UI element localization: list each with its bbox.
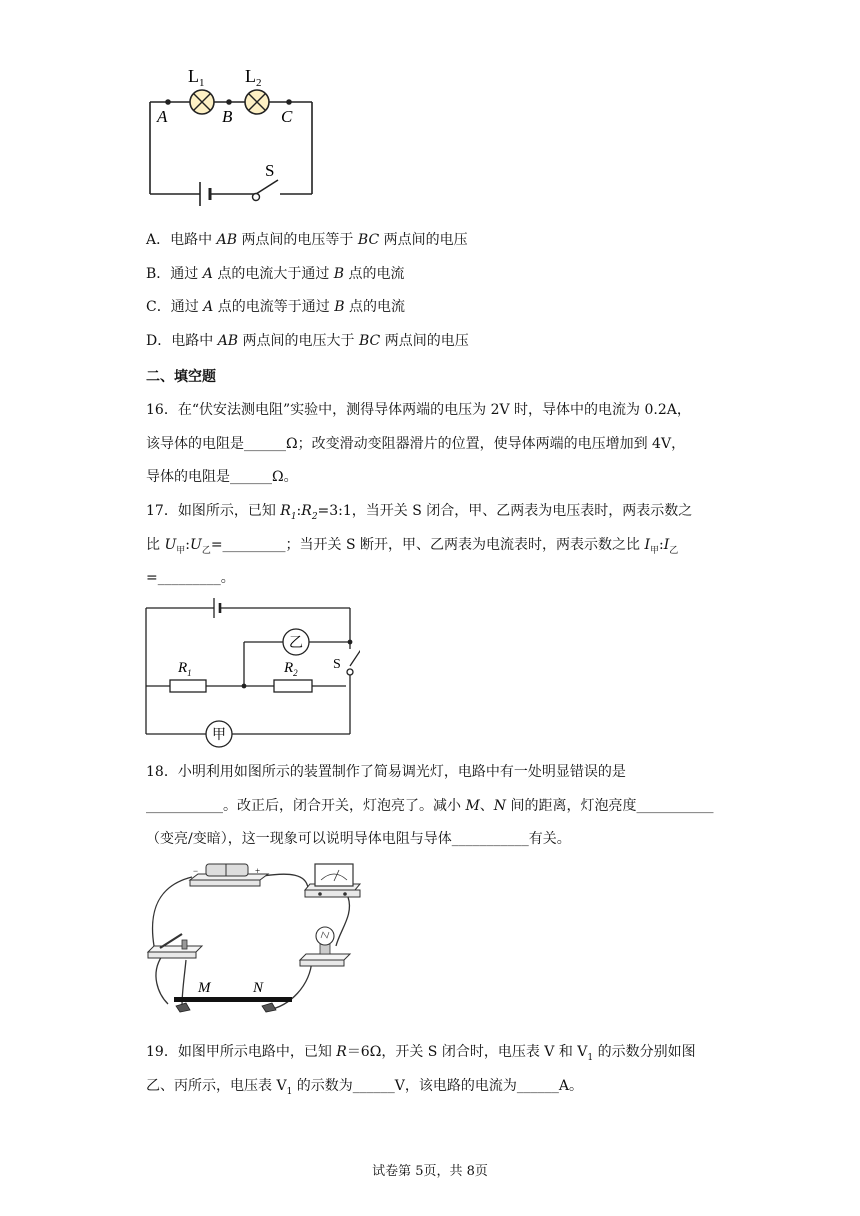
- option-d: D．电路中 AB 两点间的电压大于 BC 两点间的电压: [146, 333, 469, 349]
- battery-icon: [200, 182, 210, 206]
- label-s: S: [265, 161, 275, 180]
- meter-yi-label: 乙: [289, 636, 303, 651]
- knife-switch-icon: [148, 934, 202, 958]
- q16-line1: 16．在“伏安法测电阻”实验中，测得导体两端的电压为 2V 时，导体中的电流为 0.2A，: [146, 402, 691, 418]
- meter-circuit-figure: [140, 594, 360, 754]
- battery-holder-icon: [190, 864, 268, 886]
- q19-line2: 乙、丙所示，电压表 $V_1$ 的示数为______V，该电路的电流为______A。: [146, 1078, 583, 1097]
- q18-line3: （变亮/变暗），这一现象可以说明导体电阻与导体___________有关。: [146, 831, 571, 847]
- junction-dot: [348, 640, 353, 645]
- point-a-dot: [165, 99, 171, 105]
- clip-m-icon: [176, 1003, 190, 1012]
- svg-text:−: −: [193, 866, 199, 876]
- q17-line3: =_________。: [146, 570, 235, 586]
- q18-line2: ___________。改正后，闭合开关，灯泡亮了。减小 M、N 间的距离，灯泡亮度___________: [146, 798, 714, 814]
- switch-contact-icon: [253, 194, 260, 201]
- label-c: C: [281, 107, 293, 126]
- q17-line2: 比 $U_甲:U_乙=\_\_\_\_\_\_\_\_\_$；当开关 S 断开，甲、乙两表为电流表时，两表示数之比 $I_甲:I_乙$: [146, 537, 679, 556]
- option-c: C．通过 A 点的电流等于通过 B 点的电流: [146, 299, 405, 315]
- lamp-socket-icon: [300, 927, 350, 966]
- label-m: M: [198, 980, 211, 996]
- resistor-r2-icon: [274, 680, 312, 692]
- switch-contact-icon: [347, 669, 353, 675]
- q16-line2: 该导体的电阻是______Ω；改变滑动变阻器滑片的位置，使导体两端的电压增加到 4V，: [146, 436, 686, 452]
- label-l2: $L_2$: [245, 66, 262, 89]
- label-a: A: [157, 107, 168, 126]
- page-footer: 试卷第 5页，共 8页: [372, 1164, 488, 1179]
- q17-line1: 17．如图所示，已知 $R_1:R_2=3:1$，当开关 S 闭合，甲、乙两表为电压表时，两表示数之: [146, 503, 693, 522]
- q19-line1: 19．如图甲所示电路中，已知 R＝6Ω，开关 S 闭合时，电压表 V 和 $V_1$ 的示数分别如图: [146, 1044, 696, 1063]
- label-b: B: [222, 107, 233, 126]
- dimmer-lamp-apparatus-figure: [140, 860, 370, 1028]
- option-a: A．电路中 AB 两点间的电压等于 BC 两点间的电压: [146, 232, 468, 248]
- point-b-dot: [226, 99, 232, 105]
- lamp-l2-icon: [245, 90, 269, 114]
- junction-dot: [242, 684, 247, 689]
- q18-line1: 18．小明利用如图所示的装置制作了简易调光灯，电路中有一处明显错误的是: [146, 764, 626, 780]
- battery-icon: [214, 598, 220, 618]
- point-c-dot: [286, 99, 292, 105]
- label-r1: $R_1$: [178, 660, 192, 678]
- q16-line3: 导体的电阻是______Ω。: [146, 469, 298, 485]
- clip-n-icon: [262, 1003, 276, 1012]
- label-r2: $R_2$: [284, 660, 298, 678]
- svg-text:+: +: [255, 866, 261, 876]
- series-circuit-figure: [140, 64, 330, 214]
- lamp-l1-icon: [190, 90, 214, 114]
- label-s: S: [333, 657, 341, 672]
- resistor-r1-icon: [170, 680, 206, 692]
- label-n: N: [253, 980, 264, 996]
- meter-jia-label: 甲: [212, 728, 226, 743]
- option-b: B．通过 A 点的电流大于通过 B 点的电流: [146, 266, 405, 282]
- label-l1: $L_1$: [188, 66, 205, 89]
- section-heading: 二、填空题: [146, 369, 216, 385]
- resistance-wire-icon: [174, 997, 292, 1002]
- ammeter-icon: [305, 864, 360, 897]
